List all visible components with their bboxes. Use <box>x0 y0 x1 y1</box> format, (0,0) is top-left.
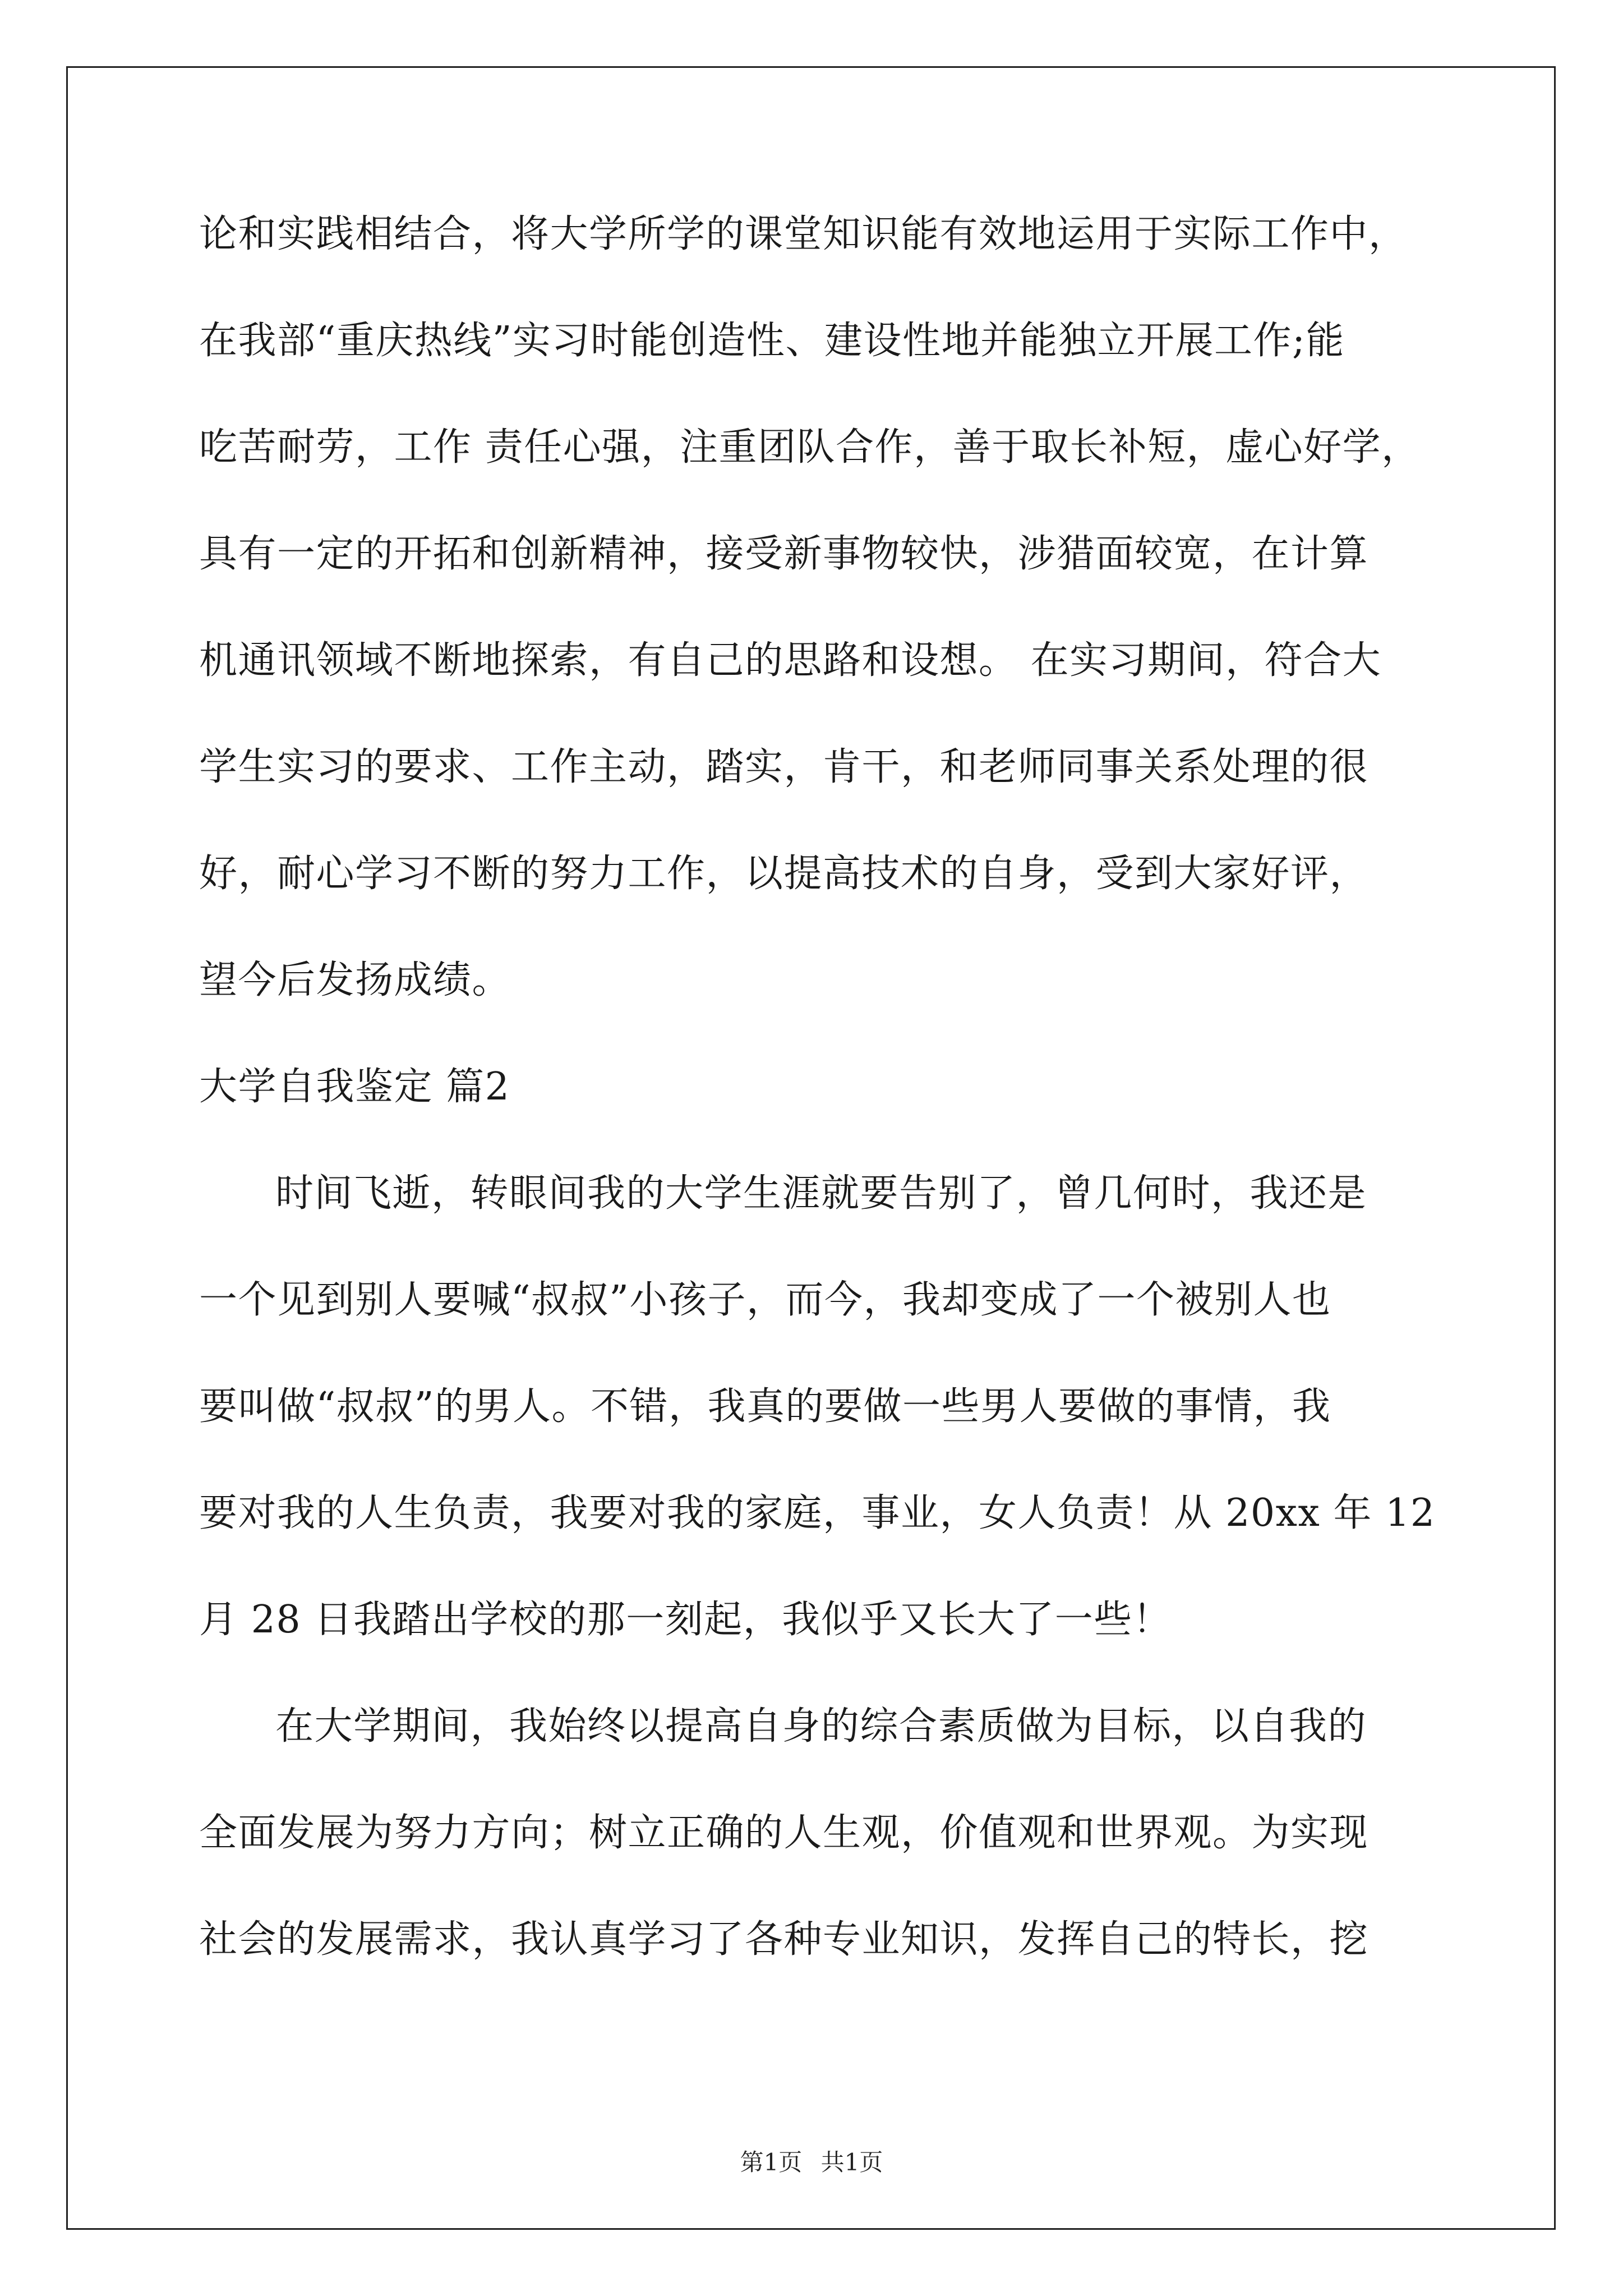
body-line: 机通讯领域不断地探索，有自己的思路和设想。 在实习期间，符合大 <box>199 638 1382 683</box>
body-line: 在我部“重庆热线”实习时能创造性、建设性地并能独立开展工作;能 <box>199 319 1345 363</box>
body-line: 在大学期间，我始终以提高自身的综合素质做为目标，以自我的 <box>275 1704 1367 1749</box>
section-heading: 大学自我鉴定 篇2 <box>199 1065 510 1109</box>
body-line: 要对我的人生负责，我要对我的家庭，事业，女人负责！从 20xx 年 12 <box>199 1491 1436 1535</box>
body-line: 具有一定的开拓和创新精神，接受新事物较快，涉猎面较宽，在计算 <box>199 532 1369 576</box>
page-number: 第1页 <box>740 2148 803 2176</box>
body-line: 社会的发展需求，我认真学习了各种专业知识，发挥自己的特长，挖 <box>199 1917 1369 1962</box>
body-line: 论和实践相结合，将大学所学的课堂知识能有效地运用于实际工作中， <box>199 212 1408 256</box>
page-frame <box>66 66 1556 2230</box>
body-line: 好，耐心学习不断的努力工作，以提高技术的自身，受到大家好评， <box>199 852 1369 896</box>
body-line: 全面发展为努力方向；树立正确的人生观，价值观和世界观。为实现 <box>199 1811 1369 1855</box>
body-line: 月 28 日我踏出学校的那一刻起，我似乎又长大了一些！ <box>199 1598 1172 1642</box>
page-total: 共1页 <box>820 2148 883 2176</box>
body-line: 时间飞逝，转眼间我的大学生涯就要告别了，曾几何时，我还是 <box>275 1171 1367 1216</box>
body-line: 学生实习的要求、工作主动，踏实，肯干，和老师同事关系处理的很 <box>199 745 1369 789</box>
body-line: 吃苦耐劳，工作 责任心强，注重团队合作，善于取长补短，虚心好学， <box>199 425 1421 470</box>
page-footer <box>0 2148 1623 2177</box>
body-line: 要叫做“叔叔”的男人。不错，我真的要做一些男人要做的事情，我 <box>199 1384 1331 1429</box>
body-line: 望今后发扬成绩。 <box>199 958 511 1002</box>
body-line: 一个见到别人要喊“叔叔”小孩子，而今，我却变成了一个被别人也 <box>199 1278 1331 1322</box>
